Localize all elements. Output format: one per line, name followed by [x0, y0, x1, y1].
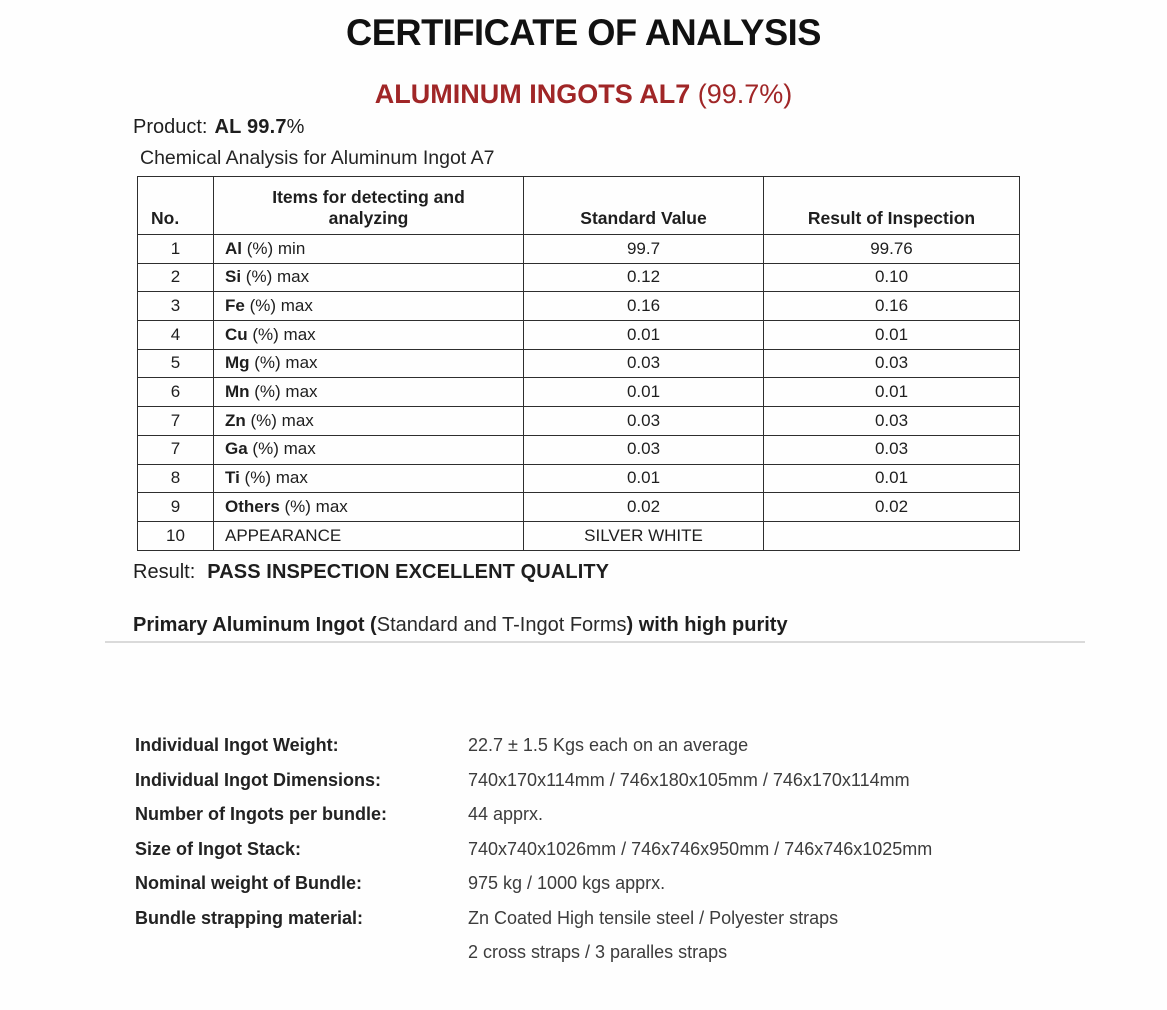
row-result-value: 0.03	[764, 349, 1020, 378]
page-title: CERTIFICATE OF ANALYSIS	[346, 12, 821, 53]
row-standard-value: 99.7	[524, 235, 764, 264]
row-qualifier: (%) max	[244, 296, 313, 316]
product-label: Product:	[133, 116, 208, 138]
row-result-value: 0.02	[764, 493, 1020, 522]
col-header-items-line1: Items for detecting and	[272, 187, 465, 207]
chemical-analysis-table	[137, 176, 1020, 551]
row-standard-value: 0.01	[524, 464, 764, 493]
row-element-symbol: Cu	[225, 324, 248, 344]
table-row	[138, 464, 1020, 493]
row-item	[214, 493, 524, 522]
row-number: 7	[138, 435, 214, 464]
purity-heading-bold-prefix: Primary Aluminum Ingot (	[133, 614, 377, 636]
col-header-no: No.	[138, 177, 214, 235]
table-row	[138, 349, 1020, 378]
row-standard-value: 0.03	[524, 407, 764, 436]
row-result-value: 0.01	[764, 321, 1020, 350]
product-subtitle	[0, 79, 1167, 110]
spec-label	[135, 942, 468, 963]
spec-value: 2 cross straps / 3 paralles straps	[468, 942, 728, 962]
spec-label: Size of Ingot Stack:	[135, 838, 302, 859]
row-standard-value: 0.01	[524, 378, 764, 407]
table-row	[138, 521, 1020, 550]
col-header-items	[214, 177, 524, 235]
spec-value: 22.7 ± 1.5 Kgs each on an average	[468, 735, 749, 755]
row-number: 5	[138, 349, 214, 378]
row-element-symbol: Si	[225, 267, 242, 287]
spec-value: Zn Coated High tensile steel / Polyester straps	[468, 907, 839, 928]
spec-row	[135, 770, 1055, 791]
row-item	[214, 464, 524, 493]
spec-value: 740x170x114mm / 746x180x105mm / 746x170x114mm	[468, 769, 910, 790]
col-header-standard: Standard Value	[524, 177, 764, 235]
spec-value: 44 apprx.	[468, 804, 544, 824]
result-value: PASS INSPECTION EXCELLENT QUALITY	[207, 561, 610, 583]
row-result-value: 0.10	[764, 263, 1020, 292]
spec-row	[135, 735, 1055, 756]
analysis-table-body	[138, 235, 1020, 551]
row-standard-value: 0.03	[524, 435, 764, 464]
spec-row	[135, 942, 1055, 963]
row-item	[214, 521, 524, 550]
row-number: 2	[138, 263, 214, 292]
row-standard-value: 0.03	[524, 349, 764, 378]
row-qualifier: (%) max	[249, 353, 318, 373]
table-row	[138, 235, 1020, 264]
row-item	[214, 349, 524, 378]
row-qualifier: (%) max	[247, 439, 316, 459]
result-line	[133, 561, 609, 584]
row-number: 7	[138, 407, 214, 436]
row-number: 1	[138, 235, 214, 264]
row-result-value: 99.76	[764, 235, 1020, 264]
table-row	[138, 321, 1020, 350]
row-number: 6	[138, 378, 214, 407]
row-number: 4	[138, 321, 214, 350]
table-row	[138, 493, 1020, 522]
row-qualifier: (%) max	[245, 410, 314, 430]
row-standard-value: 0.01	[524, 321, 764, 350]
spec-label: Number of Ingots per bundle:	[135, 804, 387, 824]
row-number: 3	[138, 292, 214, 321]
row-element-symbol: Ga	[225, 439, 248, 459]
row-result-value: 0.03	[764, 407, 1020, 436]
table-row	[138, 292, 1020, 321]
row-item	[214, 435, 524, 464]
row-result-value: 0.01	[764, 378, 1020, 407]
row-element-symbol: Fe	[225, 296, 245, 316]
spec-label: Individual Ingot Weight:	[135, 735, 339, 755]
row-qualifier: (%) max	[249, 382, 318, 402]
row-result-value: 0.16	[764, 292, 1020, 321]
row-number: 8	[138, 464, 214, 493]
product-value-suffix: %	[286, 116, 305, 138]
spec-label: Bundle strapping material:	[135, 907, 364, 928]
row-qualifier: APPEARANCE	[225, 525, 342, 545]
row-result-value: 0.01	[764, 464, 1020, 493]
row-number: 10	[138, 521, 214, 550]
row-element-symbol: Zn	[225, 410, 246, 430]
spec-label: Individual Ingot Dimensions:	[135, 769, 382, 790]
row-qualifier: (%) min	[242, 238, 306, 258]
row-element-symbol: Others	[225, 496, 280, 516]
row-element-symbol: Ti	[225, 468, 240, 488]
table-caption: Chemical Analysis for Aluminum Ingot A7	[140, 147, 495, 169]
analysis-table-head	[138, 177, 1020, 235]
result-label: Result:	[133, 561, 196, 583]
row-qualifier: (%) max	[241, 267, 310, 287]
col-header-result: Result of Inspection	[764, 177, 1020, 235]
row-item	[214, 407, 524, 436]
spec-label: Nominal weight of Bundle:	[135, 873, 362, 893]
row-element-symbol: Al	[225, 238, 242, 258]
row-item	[214, 263, 524, 292]
row-standard-value: 0.12	[524, 263, 764, 292]
spec-row	[135, 804, 1055, 825]
purity-heading-bold-suffix: ) with high purity	[626, 614, 788, 636]
specifications-list	[135, 735, 1055, 977]
spec-row	[135, 908, 1055, 929]
spec-value: 740x740x1026mm / 746x746x950mm / 746x746x1025mm	[468, 838, 933, 859]
table-row	[138, 378, 1020, 407]
row-qualifier: (%) max	[239, 468, 308, 488]
product-value: AL 99.7	[214, 116, 287, 138]
row-result-value: 0.03	[764, 435, 1020, 464]
row-standard-value: SILVER WHITE	[524, 521, 764, 550]
col-header-items-line2: analyzing	[328, 208, 409, 228]
row-number: 9	[138, 493, 214, 522]
table-row	[138, 435, 1020, 464]
row-qualifier: (%) max	[247, 324, 316, 344]
row-item	[214, 292, 524, 321]
subtitle-product-name: ALUMINUM INGOTS AL7	[374, 79, 691, 109]
divider-line	[105, 641, 1085, 643]
spec-value: 975 kg / 1000 kgs apprx.	[468, 873, 666, 893]
table-row	[138, 263, 1020, 292]
row-standard-value: 0.16	[524, 292, 764, 321]
spec-row	[135, 873, 1055, 894]
purity-heading	[133, 614, 788, 637]
purity-heading-forms: Standard and T-Ingot Forms	[376, 614, 627, 636]
row-element-symbol: Mn	[225, 382, 250, 402]
header-row	[138, 177, 1020, 235]
row-item	[214, 321, 524, 350]
row-item	[214, 235, 524, 264]
table-row	[138, 407, 1020, 436]
product-line	[133, 116, 304, 139]
subtitle-purity: (99.7%)	[690, 79, 793, 109]
row-element-symbol: Mg	[225, 353, 250, 373]
row-standard-value: 0.02	[524, 493, 764, 522]
row-qualifier: (%) max	[279, 496, 348, 516]
row-item	[214, 378, 524, 407]
spec-row	[135, 839, 1055, 860]
row-result-value	[764, 521, 1020, 550]
